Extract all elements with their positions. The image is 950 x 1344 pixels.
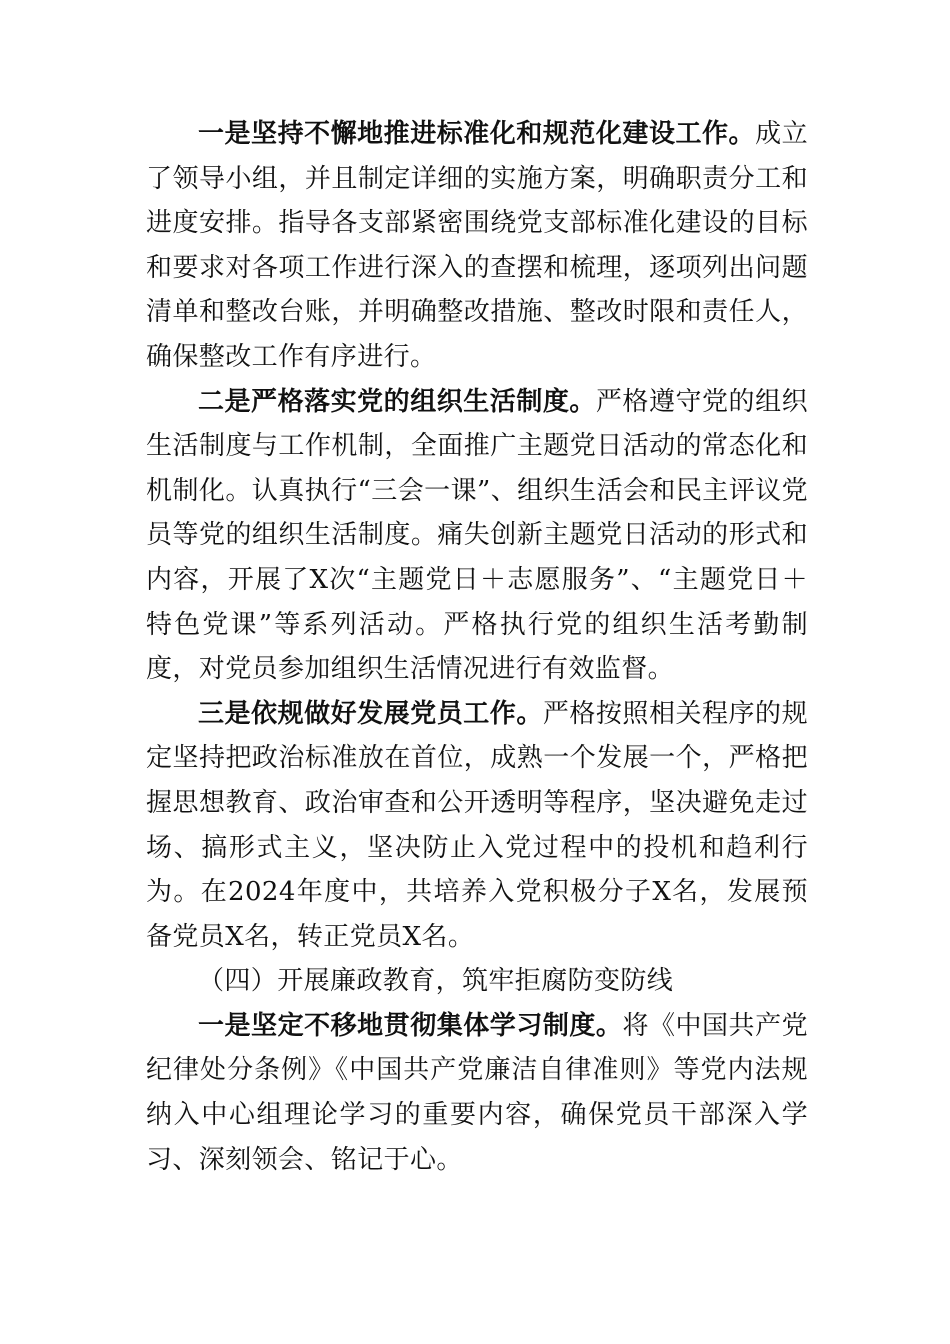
paragraph-organization-life [146, 380, 808, 692]
paragraph-heading: 三是依规做好发展党员工作。 [198, 698, 543, 729]
document-page [146, 112, 808, 1182]
paragraph-collective-study [146, 1004, 808, 1182]
paragraph-body: 将《中国共产党纪律处分条例》《中国共产党廉洁自律准则》等党内法规纳入中心组理论学习的重要内容，确保党员干部深入学习、深刻领会、铭记于心。 [146, 1010, 808, 1175]
paragraph-heading: 一是坚定不移地贯彻集体学习制度。 [198, 1010, 623, 1041]
paragraph-standardization [146, 112, 808, 380]
paragraph-member-development [146, 692, 808, 960]
paragraph-body: 严格按照相关程序的规定坚持把政治标准放在首位，成熟一个发展一个，严格把握思想教育、政治审查和公开透明等程序，坚决避免走过场、搞形式主义，坚决防止入党过程中的投机和趋利行为。在2024年度中，共培养入党积极分子X名，发展预备党员X名，转正党员X名。 [146, 698, 808, 952]
paragraph-heading: 一是坚持不懈地推进标准化和规范化建设工作。 [198, 119, 756, 149]
section-title: （四）开展廉政教育，筑牢拒腐防变防线 [198, 966, 674, 997]
paragraph-heading: 二是严格落实党的组织生活制度。 [198, 386, 596, 417]
paragraph-body: 严格遵守党的组织生活制度与工作机制，全面推广主题党日活动的常态化和机制化。认真执行“三会一课”、组织生活会和民主评议党员等党的组织生活制度。痛失创新主题党日活动的形式和内容，开展了X次“主题党日＋志愿服务”、“主题党日＋特色党课”等系列活动。严格执行党的组织生活考勤制度，对党员参加组织生活情况进行有效监督。 [146, 386, 808, 685]
paragraph-body: 成立了领导小组，并且制定详细的实施方案，明确职责分工和进度安排。指导各支部紧密围绕党支部标准化建设的目标和要求对各项工作进行深入的查摆和梳理，逐项列出问题清单和整改台账，并明确整改措施、整改时限和责任人，确保整改工作有序进行。 [146, 119, 808, 372]
